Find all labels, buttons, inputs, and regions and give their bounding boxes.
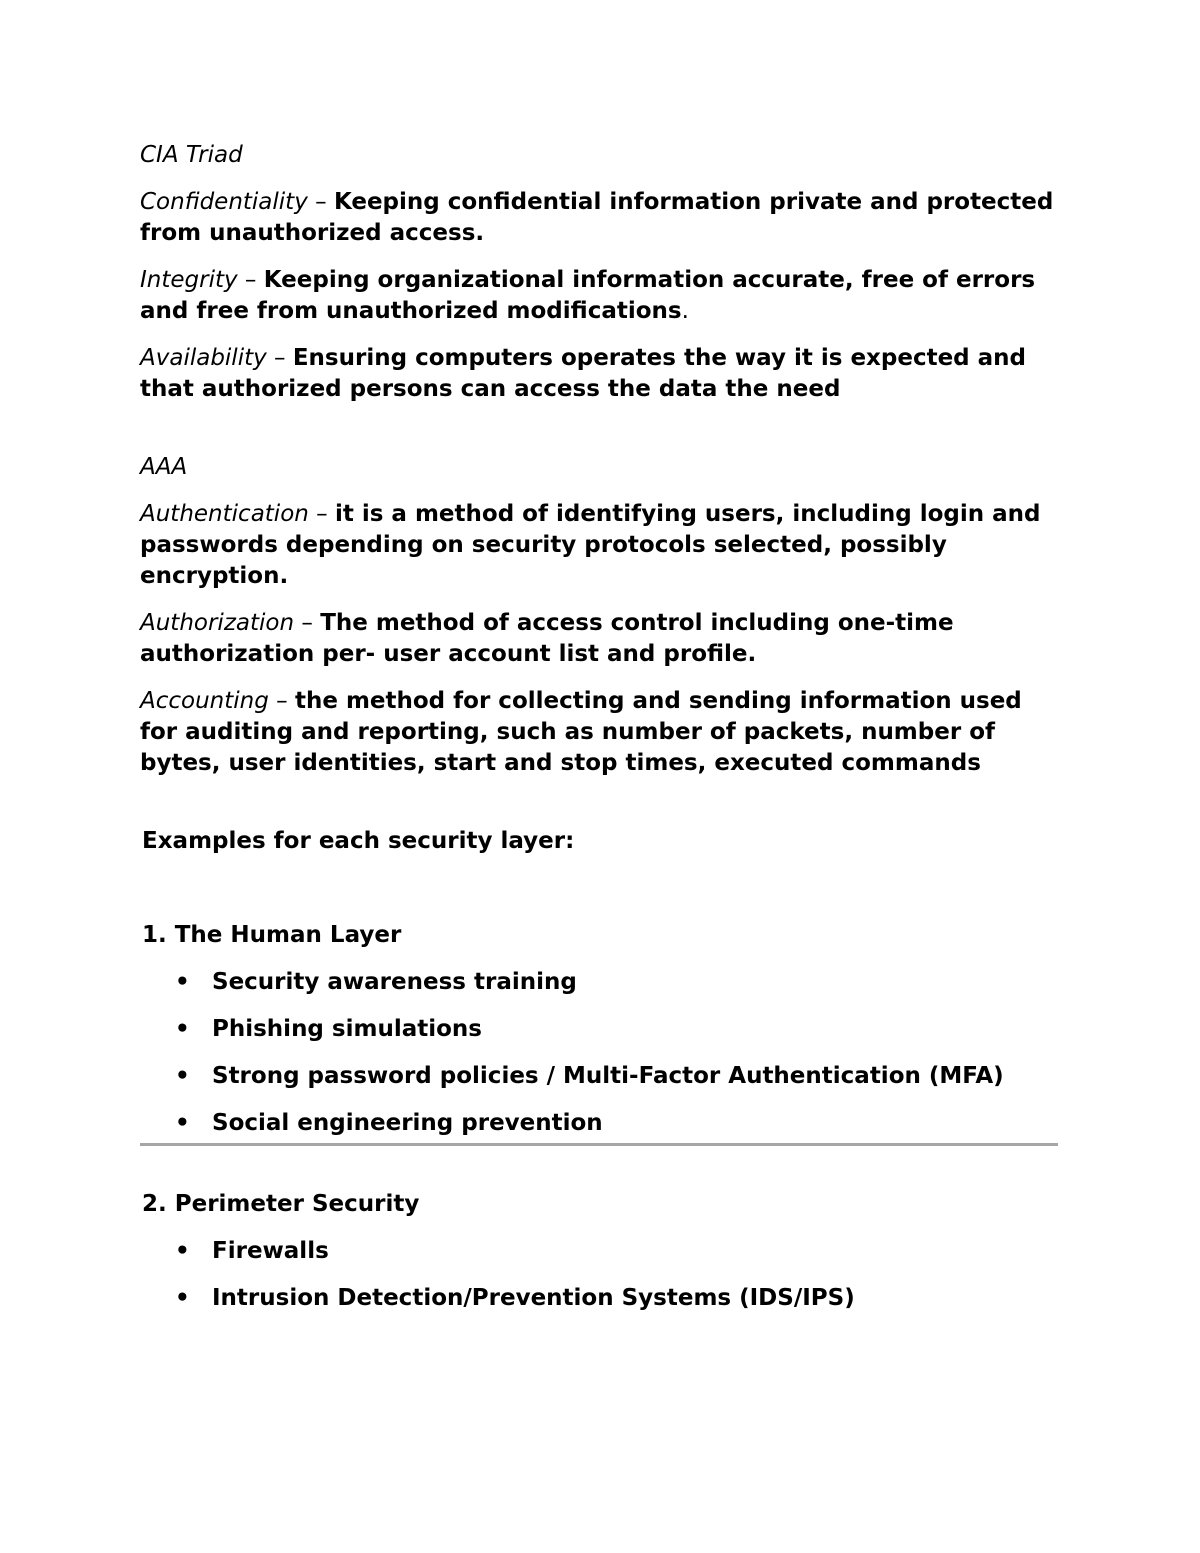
definition-dash: –: [308, 501, 335, 527]
definition-term: Accounting: [140, 688, 269, 714]
definition-description: it is a method of identifying users, including login and passwords depending on security protocols selected, possibly encryption.: [140, 501, 1041, 589]
definition-dash: –: [294, 610, 321, 636]
blank-line: [140, 421, 1060, 452]
definition-dash: –: [237, 267, 264, 293]
document-page: [140, 140, 1060, 1330]
definition-authentication: [140, 499, 1060, 592]
bullet-icon: •: [175, 1016, 190, 1042]
bullet-icon: •: [175, 1238, 190, 1264]
definition-term: Availability: [140, 345, 267, 371]
examples-heading: Examples for each security layer:: [142, 828, 575, 854]
list-item-text: Firewalls: [212, 1238, 329, 1264]
definition-availability: [140, 343, 1060, 405]
list-item: [140, 1061, 1060, 1092]
layer-title-perimeter: 2. Perimeter Security: [142, 1191, 420, 1217]
bullet-icon: •: [175, 1063, 190, 1089]
bullet-icon: •: [175, 1110, 190, 1136]
list-item: [140, 1108, 1060, 1139]
definition-period: .: [681, 298, 689, 324]
definition-description: the method for collecting and sending information used for auditing and reporting, such as number of packets, number of bytes, user identities, start and stop times, executed commands: [140, 688, 1022, 776]
cia-heading: CIA Triad: [140, 142, 243, 168]
bullet-icon: •: [175, 1285, 190, 1311]
list-item-text: Phishing simulations: [212, 1016, 482, 1042]
definition-authorization: [140, 608, 1060, 670]
list-item: [140, 1014, 1060, 1045]
list-item: [140, 1283, 1060, 1314]
blank-line: [140, 857, 1060, 920]
definition-dash: –: [307, 189, 334, 215]
definition-description: Keeping organizational information accurate, free of errors and free from unauthorized modifications: [140, 267, 1036, 324]
definition-term: Authorization: [140, 610, 295, 636]
definition-term: Authentication: [140, 501, 309, 527]
aaa-heading: AAA: [140, 454, 188, 480]
definition-term: Integrity: [140, 267, 238, 293]
bullet-list-human: [140, 967, 1060, 1139]
definition-dash: –: [266, 345, 293, 371]
bullet-list-perimeter: [140, 1236, 1060, 1314]
layer-title-human: 1. The Human Layer: [142, 922, 402, 948]
definition-description: Ensuring computers operates the way it is expected and that authorized persons can access the data the need: [140, 345, 1027, 402]
definition-accounting: [140, 686, 1060, 779]
list-item-text: Strong password policies / Multi-Factor Authentication (MFA): [212, 1063, 1004, 1089]
definition-description: The method of access control including one-time authorization per- user account list and profile.: [140, 610, 954, 667]
list-item-text: Security awareness training: [212, 969, 577, 995]
bullet-icon: •: [175, 969, 190, 995]
definition-confidentiality: [140, 187, 1060, 249]
list-item-text: Intrusion Detection/Prevention Systems (IDS/IPS): [212, 1285, 855, 1311]
blank-line: [140, 795, 1060, 826]
blank-line: [140, 1146, 1060, 1189]
definition-description: Keeping confidential information private and protected from unauthorized access.: [140, 189, 1054, 246]
definition-dash: –: [268, 688, 295, 714]
definition-integrity: [140, 265, 1060, 327]
list-item-text: Social engineering prevention: [212, 1110, 603, 1136]
list-item: [140, 967, 1060, 998]
list-item: [140, 1236, 1060, 1267]
definition-term: Confidentiality: [140, 189, 308, 215]
